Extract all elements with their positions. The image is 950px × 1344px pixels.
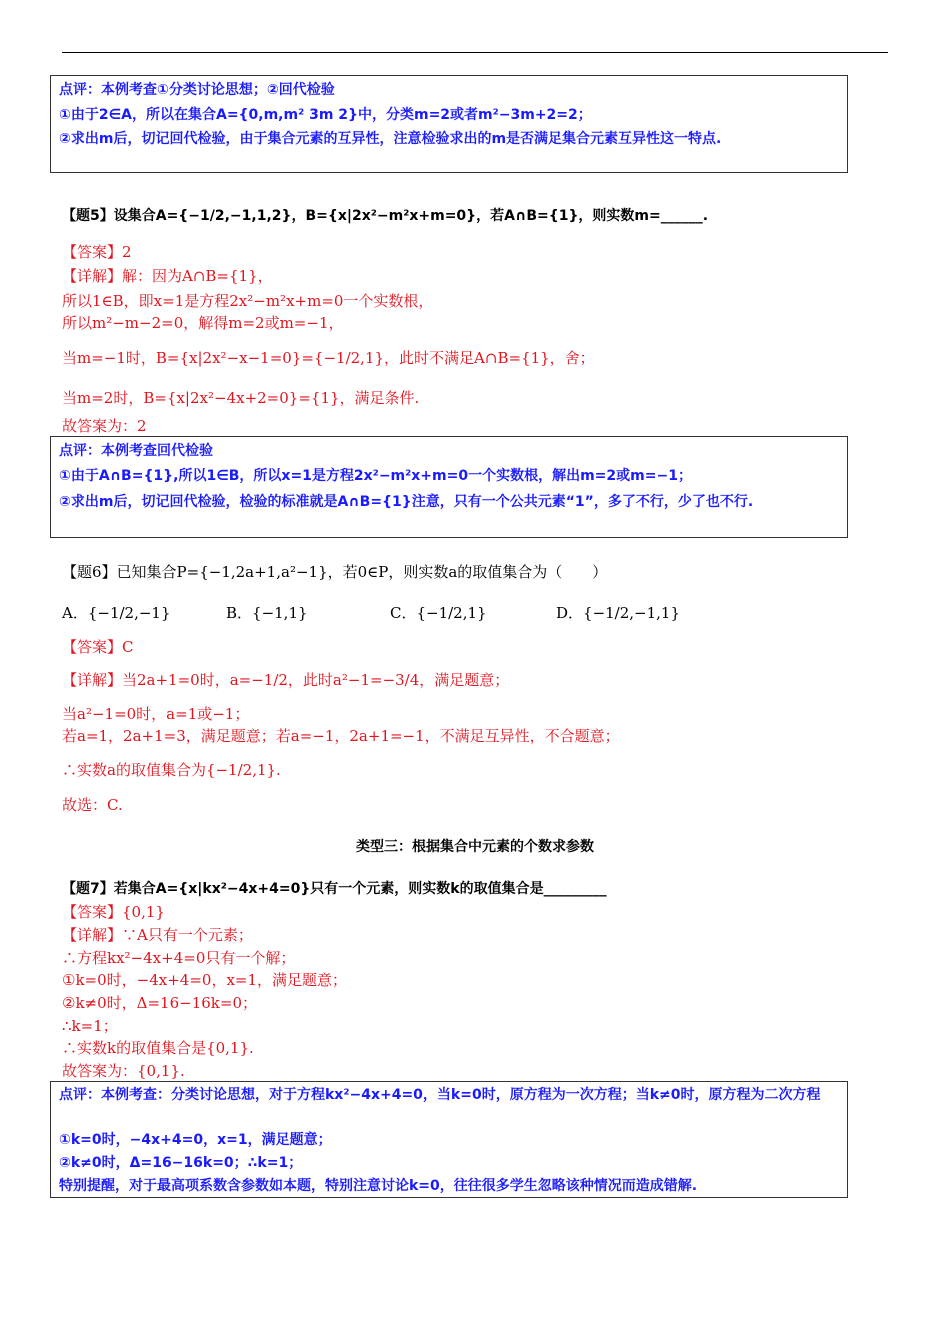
comment-2-line-1: ①由于A∩B={1},所以1∈B，所以x=1是方程2x²−m²x+m=0一个实数根，解出m=2或m=−1；	[59, 468, 692, 484]
q7-answer: 【答案】{0,1}	[62, 903, 165, 921]
comment-1-line-2: ②求出m后，切记回代检验，由于集合元素的互异性，注意检验求出的m是否满足集合元素互异性这一特点.	[59, 131, 722, 147]
q6-detail-2: 当a²−1=0时，a=1或−1；	[62, 705, 250, 723]
q5-detail-5: 当m=2时，B={x|2x²−4x+2=0}={1}，满足条件.	[62, 389, 420, 407]
comment-box-3	[50, 1081, 848, 1198]
q7-detail-3: ①k=0时，−4x+4=0，x=1，满足题意；	[62, 971, 348, 989]
comment-3-line-3: 特别提醒，对于最高项系数含参数如本题，特别注意讨论k=0，往往很多学生忽略该种情况而造成错解.	[59, 1178, 698, 1194]
comment-box-1	[50, 75, 848, 173]
comment-1-title: 点评：本例考查①分类讨论思想；②回代检验	[59, 82, 335, 98]
q7-detail-2: ∴方程kx²−4x+4=0只有一个解；	[62, 949, 296, 967]
q5-detail-6: 故答案为：2	[62, 417, 147, 435]
q5-detail-3: 所以m²−m−2=0，解得m=2或m=−1，	[62, 314, 344, 332]
comment-3-line-2: ②k≠0时，Δ=16−16k=0；∴k=1；	[59, 1155, 303, 1171]
q7-detail-5: ∴k=1；	[62, 1017, 118, 1035]
q5-answer: 【答案】2	[62, 243, 132, 261]
comment-box-2	[50, 436, 848, 538]
q6-question: 【题6】已知集合P={−1,2a+1,a²−1}，若0∈P，则实数a的取值集合为（ ）	[62, 563, 608, 581]
q6-option-b[interactable]: B．{−1,1}	[226, 604, 308, 622]
comment-1-line-1: ①由于2∈A，所以在集合A={0,m,m² 3m 2}中，分类m=2或者m²−3m+2=2；	[59, 107, 592, 123]
q5-detail-2: 所以1∈B，即x=1是方程2x²−m²x+m=0一个实数根，	[62, 292, 434, 310]
q5-detail-4: 当m=−1时，B={x|2x²−x−1=0}={−1/2,1}，此时不满足A∩B={1}，舍；	[62, 349, 595, 367]
q6-detail-5: 故选：C.	[62, 796, 123, 814]
q6-option-c[interactable]: C．{−1/2,1}	[390, 604, 487, 622]
q6-detail-3: 若a=1，2a+1=3，满足题意；若a=−1，2a+1=−1，不满足互异性，不合题意；	[62, 727, 620, 745]
q6-option-d[interactable]: D．{−1/2,−1,1}	[556, 604, 681, 622]
header-rule	[62, 52, 888, 53]
q5-question: 【题5】设集合A={−1/2,−1,1,2}，B={x|2x²−m²x+m=0}，若A∩B={1}，则实数m=______.	[62, 208, 709, 224]
q7-detail-7: 故答案为：{0,1}.	[62, 1062, 185, 1080]
q6-detail-4: ∴实数a的取值集合为{−1/2,1}.	[62, 761, 281, 779]
comment-3-line-1: ①k=0时，−4x+4=0，x=1，满足题意；	[59, 1132, 332, 1148]
comment-2-title: 点评：本例考查回代检验	[59, 443, 213, 459]
q6-option-a[interactable]: A．{−1/2,−1}	[62, 604, 171, 622]
q7-question: 【题7】若集合A={x|kx²−4x+4=0}只有一个元素，则实数k的取值集合是_________	[62, 881, 607, 897]
section-title: 类型三：根据集合中元素的个数求参数	[356, 839, 594, 855]
q7-detail-1: 【详解】∵A只有一个元素；	[62, 926, 253, 944]
comment-3-title: 点评：本例考查：分类讨论思想，对于方程kx²−4x+4=0，当k=0时，原方程为一次方程；当k≠0时，原方程为二次方程	[59, 1087, 821, 1103]
q5-detail-1: 【详解】解：因为A∩B={1}，	[62, 267, 273, 285]
q7-detail-6: ∴实数k的取值集合是{0,1}.	[62, 1039, 254, 1057]
q6-detail-1: 【详解】当2a+1=0时，a=−1/2，此时a²−1=−3/4，满足题意；	[62, 671, 510, 689]
comment-2-line-2: ②求出m后，切记回代检验，检验的标准就是A∩B={1}注意，只有一个公共元素“1”，多了不行，少了也不行.	[59, 494, 754, 510]
q7-detail-4: ②k≠0时，Δ=16−16k=0；	[62, 994, 257, 1012]
q6-answer: 【答案】C	[62, 638, 134, 656]
